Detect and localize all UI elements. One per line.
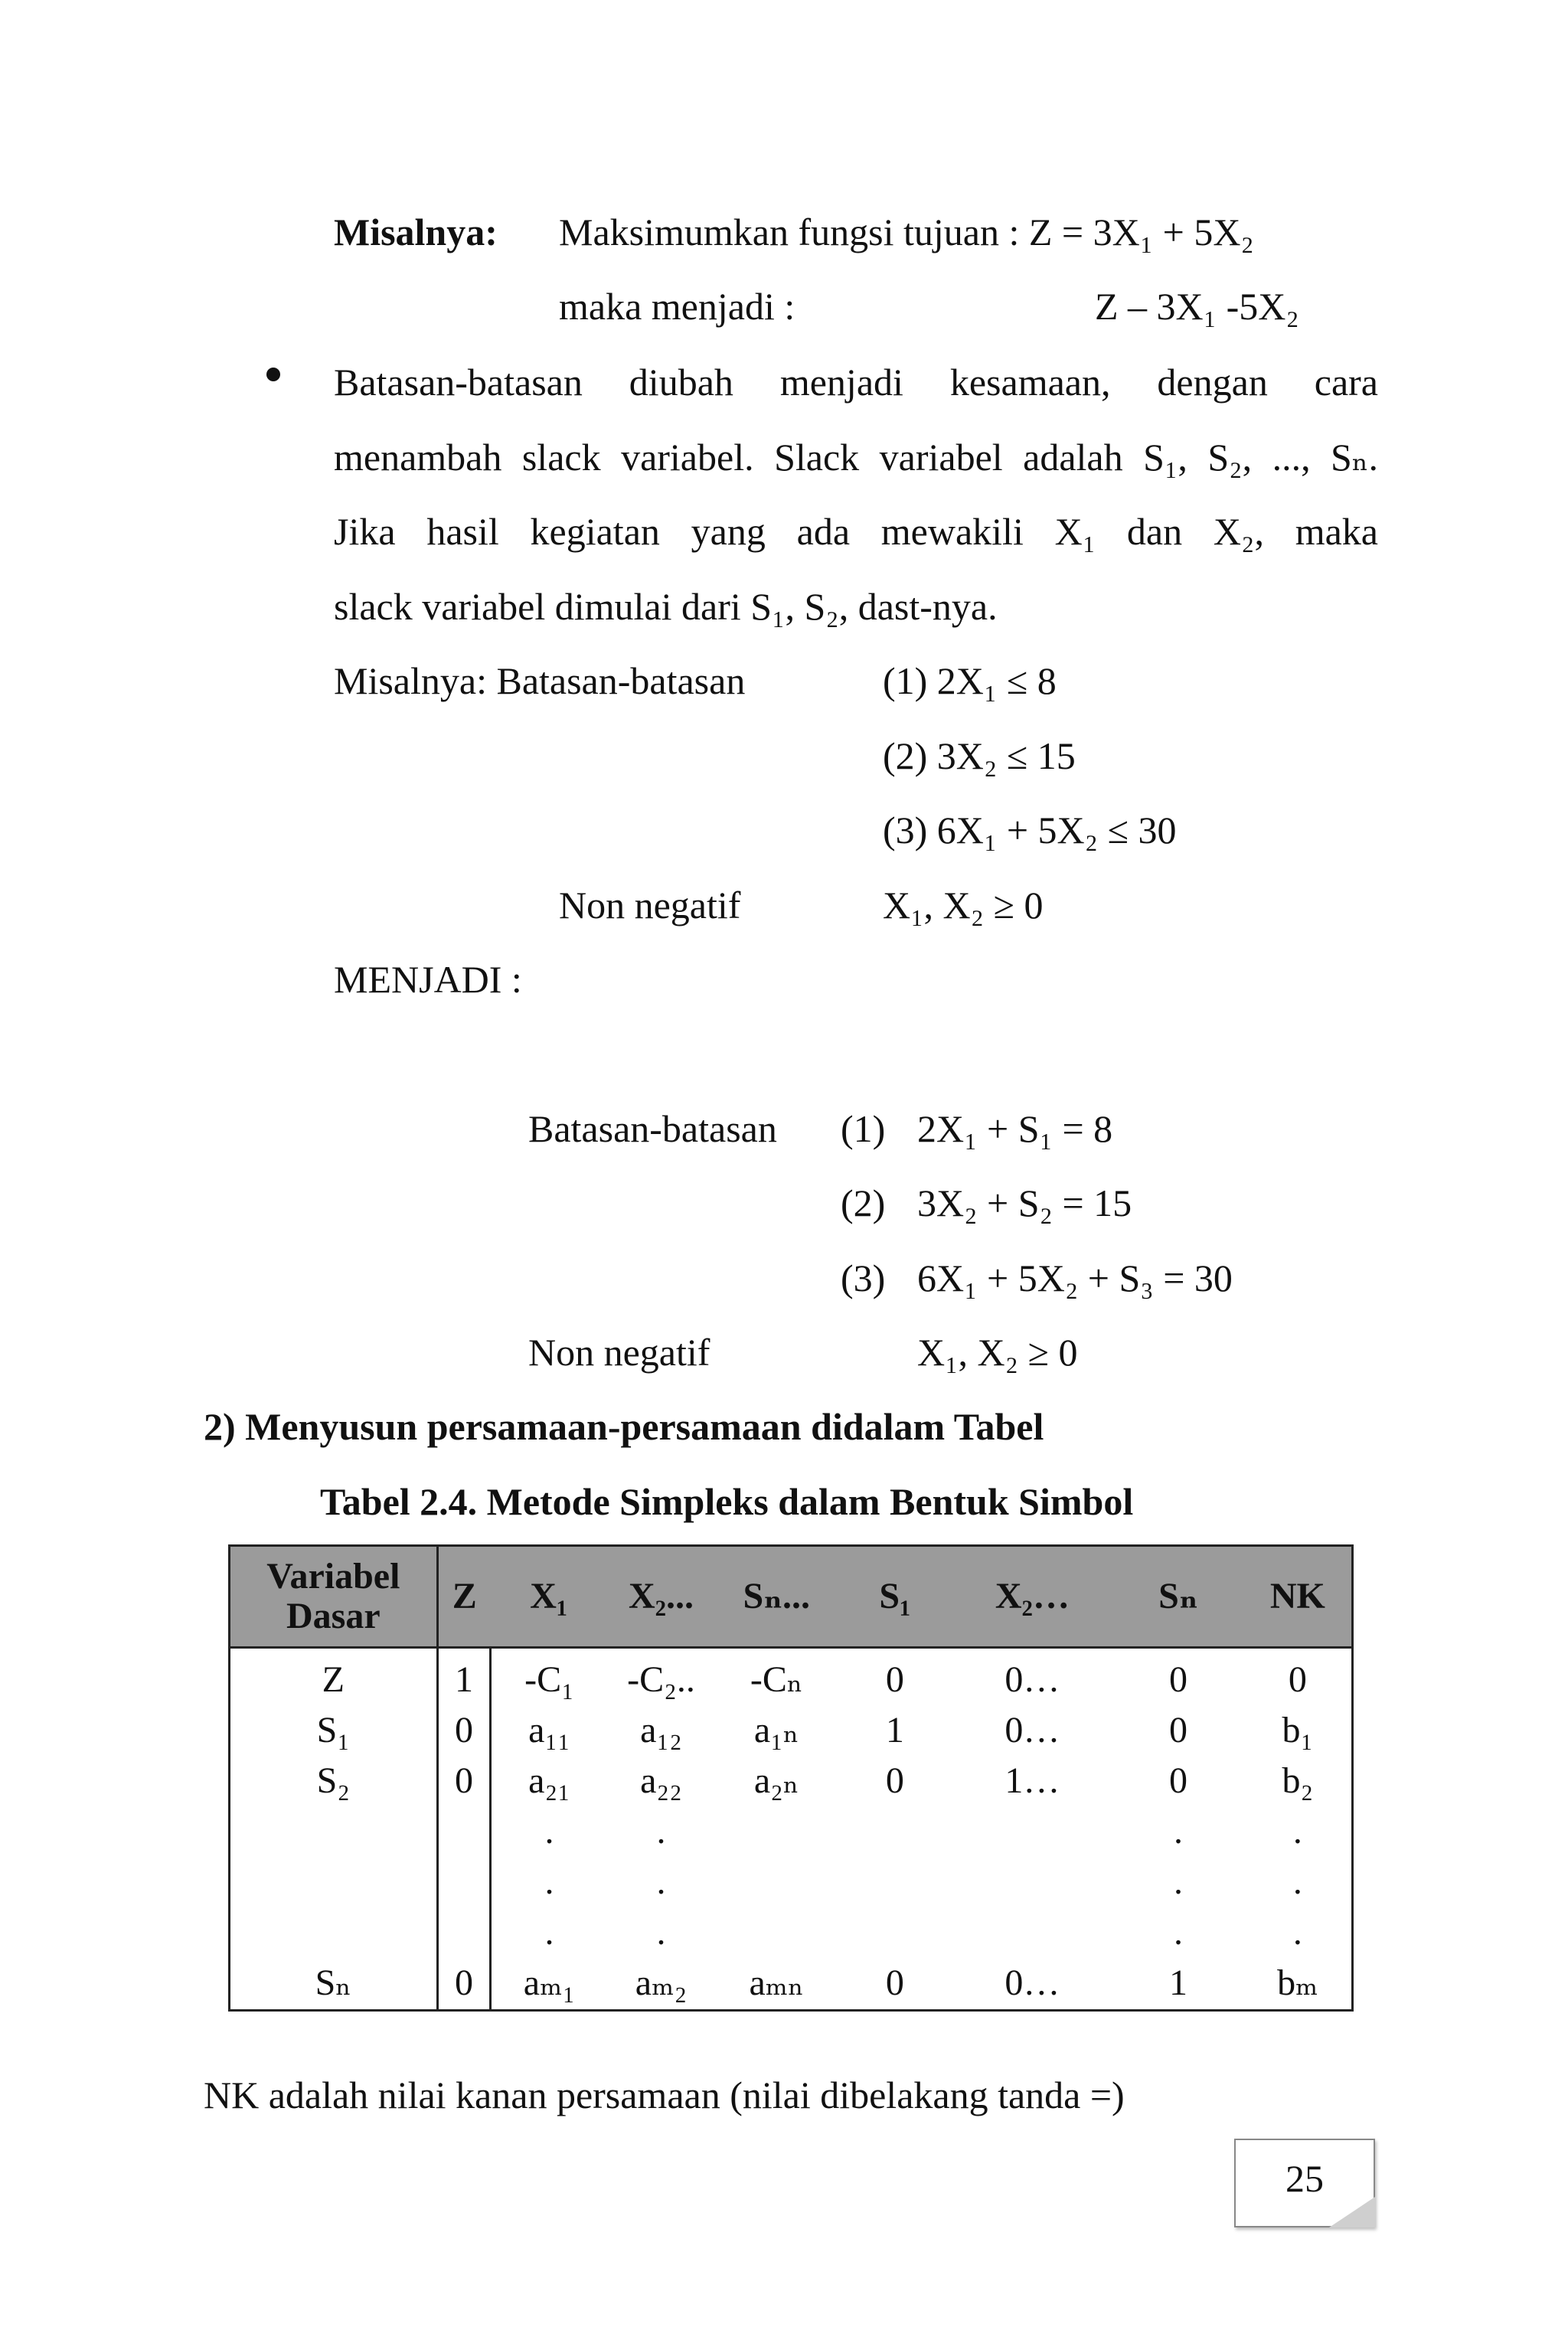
column-sn [1112,1648,1244,2011]
header-x2: X₂... [607,1546,716,1648]
table-cell: a₂₂ [640,1760,682,1801]
table-cell: bₘ [1277,1963,1318,2003]
objective-rewrite-label: maka menjadi : [559,285,795,328]
table-cell: . [1292,1811,1302,1851]
table-cell: . [544,1811,554,1851]
header-z: Z [437,1546,491,1648]
table-cell: 0 [455,1760,474,1801]
table-cell: . [1173,1912,1183,1953]
table-cell [953,1857,1112,1907]
section-heading: 2) Menyusun persamaan-persamaan didalam Tabel [204,1405,1044,1448]
table-cell: 0 [1168,1710,1187,1750]
table-cell [439,1907,489,1958]
page-number: 25 [1285,2157,1324,2200]
header-nk: NK [1244,1546,1353,1648]
header-sn-dots: Sₙ... [715,1546,838,1648]
example-label: Misalnya: [334,211,498,253]
column-s1 [838,1648,952,2011]
table-cell: S₁ [316,1710,351,1750]
table-cell [231,1907,436,1958]
table-cell [953,1806,1112,1857]
constraint-2: (2) 3X₂ ≤ 15 [883,734,1076,777]
table-cell: b₂ [1282,1760,1314,1801]
column-variabel-dasar [230,1648,438,2011]
table-cell: a₁₂ [640,1710,682,1750]
constraints-label: Misalnya: Batasan-batasan [334,659,746,702]
table-cell: 0 [885,1659,904,1700]
objective-function: Maksimumkan fungsi tujuan : Z = 3X₁ + 5X₂ [559,211,1254,253]
converted-constraints-label: Batasan-batasan [528,1107,777,1150]
paragraph-line-3: Jika hasil kegiatan yang ada mewakili X₁ dan X₂, maka [334,510,1378,553]
column-z [437,1648,491,2011]
equation-1: 2X₁ + S₁ = 8 [917,1107,1113,1150]
table-cell: . [656,1861,666,1902]
table-cell: 0 [885,1963,904,2003]
constraint-3: (3) 6X₁ + 5X₂ ≤ 30 [883,809,1177,851]
table-cell: . [1292,1912,1302,1953]
table-cell: -C₁ [524,1659,574,1700]
table-cell [953,1907,1112,1958]
table-cell: S₂ [316,1760,351,1801]
table-cell [838,1857,952,1907]
header-variabel-dasar: Variabel Dasar [230,1546,438,1648]
equation-3: 6X₁ + 5X₂ + S₃ = 30 [917,1257,1233,1299]
table-cell: . [656,1811,666,1851]
table-cell: b₁ [1282,1710,1314,1750]
header-s1: S₁ [838,1546,952,1648]
equation-2: 3X₂ + S₂ = 15 [917,1181,1132,1224]
table-cell: a₁₁ [528,1710,570,1750]
nonnegative-label: Non negatif [559,884,741,927]
table-cell [716,1806,837,1857]
table-cell: 1… [1004,1760,1060,1801]
table-cell [716,1907,837,1958]
table-cell: . [656,1912,666,1953]
table-cell: Sₙ [315,1963,352,2003]
column-nk [1244,1648,1353,2011]
table-cell: aₘ₁ [523,1963,576,2003]
table-cell: 1 [455,1659,474,1700]
table-cell: . [1292,1861,1302,1902]
table-cell: -C₂.. [627,1659,695,1700]
footer-note: NK adalah nilai kanan persamaan (nilai dibelakang tanda =) [204,2074,1125,2116]
column-x1 [491,1648,607,2011]
table-cell: 0 [455,1963,474,2003]
table-cell: . [1173,1811,1183,1851]
table-cell [716,1857,837,1907]
table-cell [439,1857,489,1907]
table-cell [439,1806,489,1857]
header-sn: Sₙ [1112,1546,1244,1648]
table-cell: 0 [885,1760,904,1801]
table-cell: 0 [1288,1659,1307,1700]
header-x2-ellipsis: X₂… [952,1546,1113,1648]
equation-2-number: (2) [841,1181,886,1224]
converted-nonnegative-value: X₁, X₂ ≥ 0 [917,1331,1078,1374]
paragraph-line-2: menambah slack variabel. Slack variabel adalah S₁, S₂, ..., Sₙ. [334,436,1378,479]
constraint-1: (1) 2X₁ ≤ 8 [883,659,1057,702]
header-x1: X₁ [491,1546,607,1648]
objective-rewrite: Z – 3X₁ -5X₂ [1095,285,1299,328]
table-cell: 0 [455,1710,474,1750]
table-cell: a₂ₙ [753,1760,799,1801]
table-cell: -Cₙ [750,1659,803,1700]
bullet-dot [266,368,280,381]
table-cell: 0… [1004,1710,1060,1750]
table-cell: a₂₁ [528,1760,570,1801]
table-cell: . [544,1912,554,1953]
table-cell: . [544,1861,554,1902]
table-cell: 1 [1168,1963,1187,2003]
table-cell: 0 [1168,1760,1187,1801]
table-cell [231,1806,436,1857]
page-number-box [1234,2139,1375,2227]
nonnegative-value: X₁, X₂ ≥ 0 [883,884,1044,927]
converted-nonnegative-label: Non negatif [528,1331,710,1374]
simplex-table [228,1544,1354,2012]
paragraph-line-1: Batasan-batasan diubah menjadi kesamaan, dengan cara [334,361,1378,404]
table-caption: Tabel 2.4. Metode Simpleks dalam Bentuk Simbol [320,1480,1134,1523]
table-cell: a₁ₙ [753,1710,799,1750]
table-cell: aₘ₂ [635,1963,688,2003]
column-sn-dots [715,1648,838,2011]
table-cell: 0… [1004,1963,1060,2003]
table-cell [838,1907,952,1958]
page-curl-icon [1329,2197,1375,2227]
table-cell: Z [322,1659,345,1700]
table-cell: 0… [1004,1659,1060,1700]
column-x2 [607,1648,716,2011]
table-cell: . [1173,1861,1183,1902]
menjadi-label: MENJADI : [334,958,522,1001]
equation-1-number: (1) [841,1107,886,1150]
equation-3-number: (3) [841,1257,886,1299]
paragraph-line-4: slack variabel dimulai dari S₁, S₂, dast-nya. [334,585,998,628]
column-x2-ellipsis [952,1648,1113,2011]
table-cell: 1 [885,1710,904,1750]
table-cell: 0 [1168,1659,1187,1700]
table-cell: aₘₙ [749,1963,804,2003]
table-cell [838,1806,952,1857]
table-cell [231,1857,436,1907]
